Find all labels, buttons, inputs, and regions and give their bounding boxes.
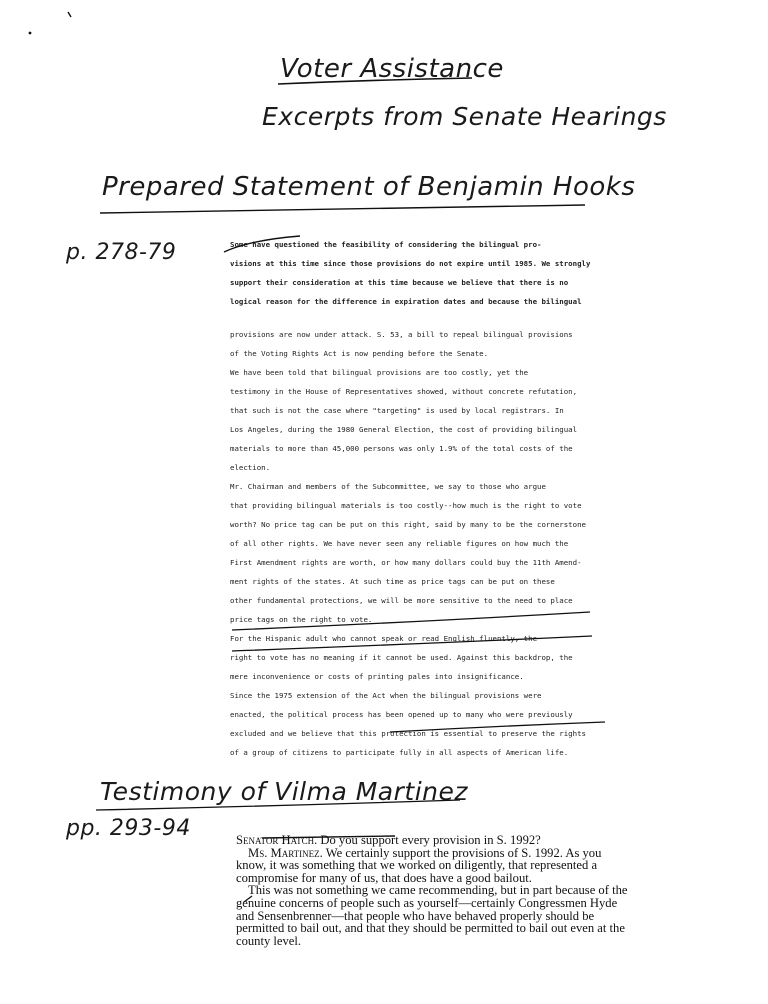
typed-line: support their consideration at this time because we believe that there is no (230, 278, 569, 287)
typed-line: that such is not the case where "targeting" is used by local registrars. In (230, 406, 564, 415)
answer-text: We certainly support the provisions of S. 1992. As you know, it was something that we worked on diligently, that represented a compromise for many of us, that does have a good bailout. (236, 845, 602, 885)
typed-line: that providing bilingual materials is too costly--how much is the right to vote (230, 501, 582, 510)
typed-line: Mr. Chairman and members of the Subcommittee, we say to those who argue (230, 482, 546, 491)
typed-line: First Amendment rights are worth, or how many dollars could buy the 11th Amend- (230, 558, 582, 567)
typed-line: of all other rights. We have never seen any reliable figures on how much the (230, 539, 569, 548)
typed-line: provisions are now under attack. S. 53, a bill to repeal bilingual provisions (230, 330, 573, 339)
strike-line (262, 836, 395, 838)
typed-line: election. (230, 463, 271, 472)
section2-pages: pp. 293-94 (66, 816, 191, 841)
section2-underline (96, 800, 460, 810)
typed-line: of the Voting Rights Act is now pending before the Senate. (230, 349, 489, 358)
speck (29, 32, 32, 35)
typed-line: For the Hispanic adult who cannot speak or read English fluently, the (230, 634, 538, 643)
section1-pages: p. 278-79 (66, 240, 177, 265)
handwritten-title-line1: Voter Assistance (280, 54, 504, 84)
typed-line: enacted, the political process has been opened up to many who were previously (230, 710, 573, 719)
title-underline (278, 78, 472, 84)
typed-line: of a group of citizens to participate fully in all aspects of American life. (230, 748, 569, 757)
typed-line: visions at this time since those provisions do not expire until 1985. We strongly (230, 259, 591, 268)
typed-line: ment rights of the states. At such time as price tags can be put on these (230, 577, 555, 586)
pen-tick (244, 896, 252, 902)
section1-underline (100, 205, 585, 213)
highlight-underline-1 (232, 612, 590, 630)
annotation-arc-top (224, 236, 300, 252)
typed-line: Some have questioned the feasibility of considering the bilingual pro- (230, 240, 542, 249)
typed-line: Since the 1975 extension of the Act when the bilingual provisions were (230, 691, 542, 700)
typed-line: testimony in the House of Representatives showed, without concrete refutation, (230, 387, 578, 396)
speaker-martinez: Ms. Martinez. (248, 845, 323, 860)
section1-heading: Prepared Statement of Benjamin Hooks (102, 172, 636, 202)
highlight-underline-2 (232, 636, 592, 651)
highlight-underline-3 (390, 722, 605, 732)
typed-line: logical reason for the difference in expiration dates and because the bilingual (230, 297, 582, 306)
answer-paragraph-2: This was not something we came recommending, but in part because of the genuine concerns of people such as yourself—certainly Congressmen Hyde and Sensenbrenner—that people who have behaved properly should be permitted to bail out, and that they should be permitted to bail out even at the county level. (236, 883, 628, 948)
typed-line: price tags on the right to vote. (230, 615, 373, 624)
typed-line: Los Angeles, during the 1980 General Election, the cost of providing bilingual (230, 425, 578, 434)
typed-line: mere inconvenience or costs of printing pales into insignificance. (230, 672, 524, 681)
typed-line: excluded and we believe that this protection is essential to preserve the rights (230, 729, 586, 738)
section2-heading: Testimony of Vilma Martinez (100, 777, 468, 806)
typed-line: right to vote has no meaning if it cannot be used. Against this backdrop, the (230, 653, 573, 662)
typed-line: materials to more than 45,000 persons was only 1.9% of the total costs of the (230, 444, 573, 453)
speck-mark (68, 12, 71, 17)
typed-line: other fundamental protections, we will be more sensitive to the need to place (230, 596, 573, 605)
question-text: Do you support every provision in S. 1992? (317, 833, 541, 847)
speaker-hatch: Senator Hatch. (236, 833, 318, 847)
typed-line: worth? No price tag can be put on this right, said by many to be the cornerstone (230, 520, 586, 529)
handwritten-title-line2: Excerpts from Senate Hearings (262, 102, 667, 131)
typed-line: We have been told that bilingual provisions are too costly, yet the (230, 368, 529, 377)
